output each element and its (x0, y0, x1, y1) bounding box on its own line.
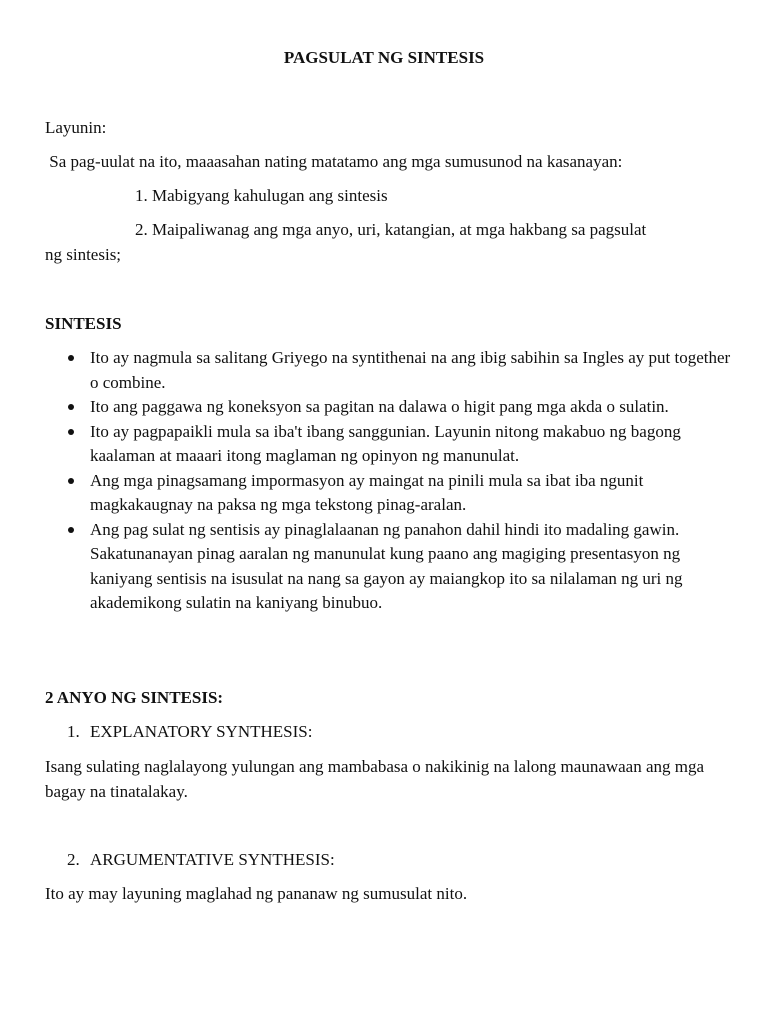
sintesis-bullet-list (45, 346, 735, 616)
layunin-heading: Layunin: (45, 118, 107, 137)
bullet-text: Ito ay pagpapaikli mula sa iba't ibang sanggunian. Layunin nitong makabuo ng bagong kaalaman at maaari itong maglaman ng opinyon ng manunulat. (90, 421, 681, 465)
layunin-item-number: 2. (135, 220, 148, 239)
anyo-item-argumentative (67, 848, 335, 873)
layunin-intro: Sa pag-uulat na ito, maaasahan nating matatamo ang mga sumusunod na kasanayan: (45, 152, 623, 171)
sintesis-heading: SINTESIS (45, 314, 122, 333)
layunin-item-number: 1. (135, 186, 148, 205)
bullet-text: Ang pag sulat ng sentisis ay pinaglalaanan ng panahon dahil hindi ito madaling gawin. Sakatunanayan pinag aaralan ng manunulat kung paano ang magiging presentasyon ng kaniyang sentisis na isusulat na nang sa gayon ay maiangkop ito sa nilalaman ng uri ng akademikong sulatin na kaniyang binubuo. (90, 519, 683, 612)
bullet-icon (68, 429, 74, 435)
layunin-item-text: Mabigyang kahulugan ang sintesis (152, 186, 388, 205)
layunin-item-1 (135, 184, 388, 209)
bullet-text: Ito ang paggawa ng koneksyon sa pagitan na dalawa o higit pang mga akda o sulatin. (90, 397, 669, 416)
list-item (45, 420, 735, 469)
document-title: PAGSULAT NG SINTESIS (283, 48, 485, 67)
bullet-icon (68, 355, 74, 361)
anyo-item-label: EXPLANATORY SYNTHESIS: (90, 722, 313, 741)
anyo-item-description: Ito ay may layuning maglahad ng pananaw ng sumusulat nito. (45, 884, 468, 903)
anyo-item-number: 2. (67, 850, 80, 869)
bullet-text: Ang mga pinagsamang impormasyon ay maingat na pinili mula sa ibat iba ngunit magkakaugnay na paksa ng mga tekstong pinag-aralan. (90, 470, 644, 514)
bullet-icon (68, 478, 74, 484)
layunin-item-2 (135, 218, 646, 243)
anyo-item-number: 1. (67, 722, 80, 741)
anyo-item-description: Isang sulating naglalayong yulungan ang mambabasa o nakikinig na lalong maunawaan ang mga bagay na tinatalakay. (45, 757, 705, 801)
list-item (45, 518, 735, 616)
bullet-icon (68, 527, 74, 533)
anyo-item-label: ARGUMENTATIVE SYNTHESIS: (90, 850, 335, 869)
bullet-text: Ito ay nagmula sa salitang Griyego na syntithenai na ang ibig sabihin sa Ingles ay put together o combine. (90, 348, 731, 392)
bullet-icon (68, 404, 74, 410)
layunin-continuation: ng sintesis; (45, 245, 122, 264)
list-item (45, 469, 735, 518)
layunin-item-text: Maipaliwanag ang mga anyo, uri, katangian, at mga hakbang sa pagsulat (152, 220, 647, 239)
anyo-heading: 2 ANYO NG SINTESIS: (45, 688, 224, 707)
list-item (45, 346, 735, 395)
anyo-item-explanatory (67, 720, 312, 745)
list-item (45, 395, 735, 420)
